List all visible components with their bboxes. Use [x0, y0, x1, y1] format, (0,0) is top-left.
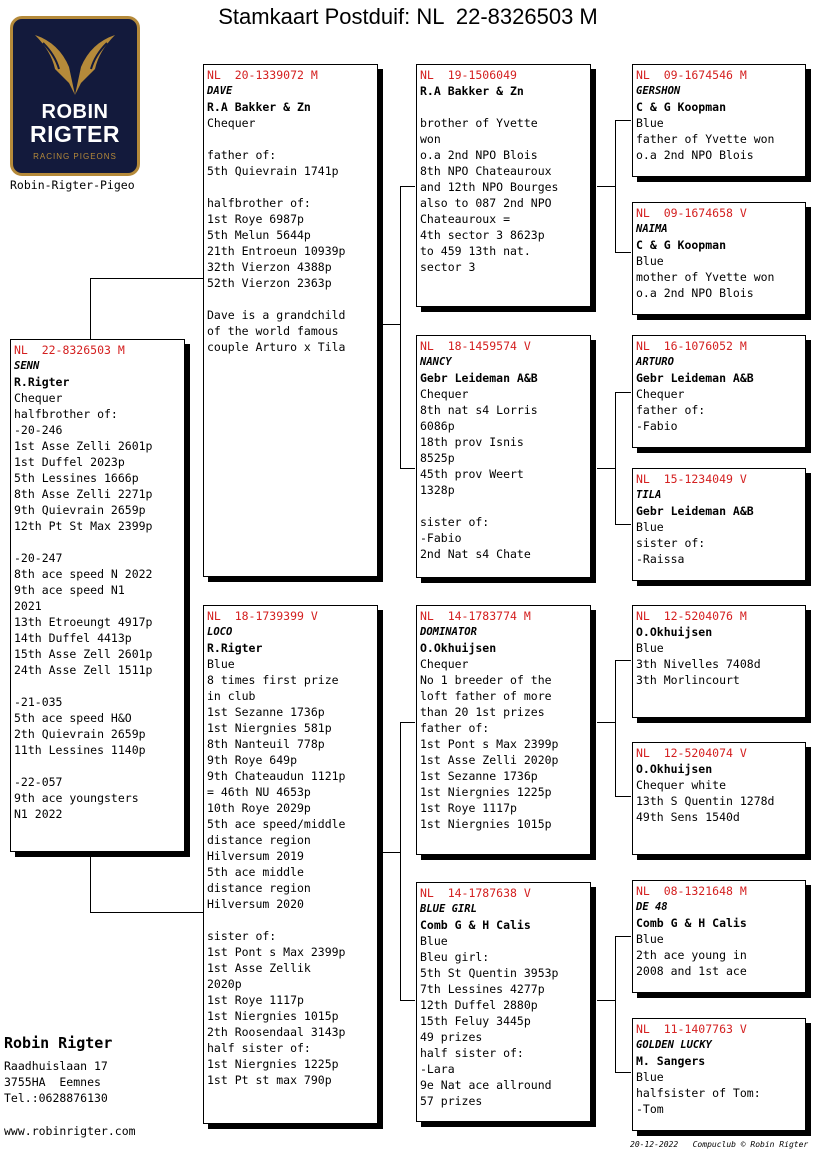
info-line: loft father of more: [420, 689, 552, 703]
ring-number: NL 16-1076052 M: [636, 339, 747, 353]
wings-icon: [29, 29, 121, 99]
info-line: halfbrother of:: [207, 196, 311, 210]
info-line: Blue: [636, 520, 664, 534]
info-line: of the world famous: [207, 324, 339, 338]
info-line: [14, 534, 181, 550]
connector-line: [400, 468, 415, 469]
connector-line: [615, 936, 631, 937]
info-line: 6086p: [420, 419, 455, 433]
info-line: 13th S Quentin 1278d: [636, 794, 775, 808]
breeder-name: C & G Koopman: [636, 100, 727, 114]
info-line: Blue: [636, 1070, 664, 1084]
info-line: 8th nat s4 Lorris: [420, 403, 538, 417]
info-line: distance region: [207, 833, 311, 847]
ring-number: NL 09-1674658 V: [636, 206, 747, 220]
info-line: half sister of:: [420, 1046, 524, 1060]
info-line: 12th Pt St Max 2399p: [14, 519, 153, 533]
info-line: [420, 99, 587, 115]
pigeon-name: SENN: [14, 360, 40, 372]
info-line: 13th Etroeungt 4917p: [14, 615, 153, 629]
info-line: 8 times first prize: [207, 673, 339, 687]
ring-number: NL 14-1783774 M: [420, 609, 531, 623]
pigeon-card-sire-sire-dam: [632, 202, 806, 315]
info-line: 1st Pont s Max 2399p: [207, 945, 346, 959]
info-line: sister of:: [420, 515, 490, 529]
info-line: 4th sector 3 8623p: [420, 228, 545, 242]
pigeon-name: GERSHON: [636, 85, 681, 97]
info-line: Chequer: [420, 387, 469, 401]
pigeon-name: DOMINATOR: [420, 626, 477, 638]
connector-line: [597, 1000, 615, 1001]
pigeon-card-subject: [10, 339, 185, 852]
info-line: 21th Entroeun 10939p: [207, 244, 346, 258]
info-line: 9th ace youngsters: [14, 791, 139, 805]
info-line: father of:: [207, 148, 277, 162]
info-line: Blue: [636, 254, 664, 268]
pigeon-name: BLUE GIRL: [420, 903, 477, 915]
info-line: 1st Niergnies 1015p: [420, 817, 552, 831]
ring-number: NL 11-1407763 V: [636, 1022, 747, 1036]
footer-credit: 20-12-2022 Compuclub © Robin Rigter: [630, 1140, 809, 1149]
info-line: 11th Lessines 1140p: [14, 743, 146, 757]
ring-number: NL 15-1234049 V: [636, 472, 747, 486]
pigeon-card-sire-sire: [416, 64, 591, 307]
info-line: 18th prov Isnis: [420, 435, 524, 449]
info-line: 1st Pt st max 790p: [207, 1073, 332, 1087]
pigeon-name: DE 48: [636, 901, 668, 913]
info-line: -Fabio: [636, 419, 678, 433]
pigeon-card-dam-dam-sire: [632, 880, 806, 993]
info-line: -Raissa: [636, 552, 685, 566]
breeder-name: M. Sangers: [636, 1054, 706, 1068]
breeder-name: Gebr Leideman A&B: [636, 504, 754, 518]
pigeon-card-sire-dam-dam: [632, 468, 806, 581]
pigeon-card-sire-sire-sire: [632, 64, 806, 177]
logo-text-line3: RACING PIGEONS: [33, 152, 117, 161]
info-line: -20-247: [14, 551, 63, 565]
info-line: 9th Chateaudun 1121p: [207, 769, 346, 783]
pigeon-card-dam: [203, 605, 378, 1124]
connector-line: [615, 936, 616, 1072]
info-line: o.a 2nd NPO Blois: [636, 286, 754, 300]
info-line: o.a 2nd NPO Blois: [636, 148, 754, 162]
info-line: 12th Duffel 2880p: [420, 998, 538, 1012]
info-line: 9th Roye 649p: [207, 753, 298, 767]
connector-line: [400, 186, 415, 187]
info-line: 2th ace young in: [636, 948, 747, 962]
breeder-name: Gebr Leideman A&B: [636, 371, 754, 385]
info-line: 3th Morlincourt: [636, 673, 740, 687]
ring-number: NL 18-1739399 V: [207, 609, 318, 623]
info-line: 2021: [14, 599, 42, 613]
info-line: 1st Asse Zelli 2601p: [14, 439, 153, 453]
info-line: 5th ace speed/middle: [207, 817, 346, 831]
website-link[interactable]: www.robinrigter.com: [4, 1124, 136, 1138]
connector-line: [382, 324, 400, 325]
address-line: Tel.:0628876130: [4, 1091, 108, 1105]
info-line: couple Arturo x Tila: [207, 340, 346, 354]
info-line: -Fabio: [420, 531, 462, 545]
info-line: 1st Sezanne 1736p: [207, 705, 325, 719]
connector-line: [615, 252, 631, 253]
pigeon-name: NAIMA: [636, 223, 668, 235]
info-line: 24th Asse Zell 1511p: [14, 663, 153, 677]
info-line: Chequer: [636, 387, 685, 401]
info-line: 1328p: [420, 483, 455, 497]
info-line: and 12th NPO Bourges: [420, 180, 559, 194]
info-line: to 459 13th nat.: [420, 244, 531, 258]
info-line: father of:: [636, 403, 706, 417]
pigeon-card-dam-sire: [416, 605, 591, 855]
info-line: in club: [207, 689, 256, 703]
info-line: 45th prov Weert: [420, 467, 524, 481]
info-line: Blue: [636, 641, 664, 655]
connector-line: [400, 186, 401, 468]
pigeon-name: DAVE: [207, 85, 233, 97]
info-line: Chequer: [420, 657, 469, 671]
info-line: brother of Yvette: [420, 116, 538, 130]
info-line: Hilversum 2019: [207, 849, 304, 863]
info-line: o.a 2nd NPO Blois: [420, 148, 538, 162]
info-line: 5th Quievrain 1741p: [207, 164, 339, 178]
info-line: 49th Sens 1540d: [636, 810, 740, 824]
info-line: 15th Feluy 3445p: [420, 1014, 531, 1028]
info-line: mother of Yvette won: [636, 270, 775, 284]
info-line: 1st Duffel 2023p: [14, 455, 125, 469]
ring-number: NL 22-8326503 M: [14, 343, 125, 357]
info-line: father of:: [420, 721, 490, 735]
info-line: halfbrother of:: [14, 407, 118, 421]
info-line: Chequer: [14, 391, 63, 405]
info-line: 1st Sezanne 1736p: [420, 769, 538, 783]
ring-number: NL 12-5204076 M: [636, 609, 747, 623]
info-line: -Tom: [636, 1102, 664, 1116]
connector-line: [597, 186, 615, 187]
info-line: also to 087 2nd NPO: [420, 196, 552, 210]
connector-line: [400, 1000, 415, 1001]
info-line: 5th ace middle: [207, 865, 304, 879]
breeder-name: R.Rigter: [14, 375, 70, 389]
address-line: 3755HA Eemnes: [4, 1075, 101, 1089]
owner-address: [4, 1058, 108, 1106]
info-line: halfsister of Tom:: [636, 1086, 761, 1100]
breeder-name: O.Okhuijsen: [636, 625, 713, 639]
info-line: 32th Vierzon 4388p: [207, 260, 332, 274]
connector-line: [615, 120, 616, 252]
info-line: 15th Asse Zell 2601p: [14, 647, 153, 661]
pigeon-card-sire: [203, 64, 378, 577]
info-line: than 20 1st prizes: [420, 705, 545, 719]
ring-number: NL 19-1506049: [420, 68, 517, 82]
info-line: [207, 912, 374, 928]
info-line: -20-246: [14, 423, 63, 437]
info-line: 5th ace speed H&O: [14, 711, 132, 725]
info-line: 57 prizes: [420, 1094, 483, 1108]
logo-caption: Robin-Rigter-Pigeo: [10, 178, 135, 192]
info-line: 3th Nivelles 7408d: [636, 657, 761, 671]
breeder-name: R.A Bakker & Zn: [420, 84, 524, 98]
info-line: [207, 291, 374, 307]
info-line: 7th Lessines 4277p: [420, 982, 545, 996]
ring-number: NL 12-5204074 V: [636, 746, 747, 760]
ring-number: NL 18-1459574 V: [420, 339, 531, 353]
info-line: 2th Roosendaal 3143p: [207, 1025, 346, 1039]
connector-line: [615, 392, 616, 524]
info-line: 8th Nanteuil 778p: [207, 737, 325, 751]
breeder-name: O.Okhuijsen: [420, 641, 497, 655]
logo: [10, 16, 140, 176]
info-line: No 1 breeder of the: [420, 673, 552, 687]
connector-line: [90, 278, 91, 340]
info-line: 14th Duffel 4413p: [14, 631, 132, 645]
connector-line: [90, 278, 203, 279]
breeder-name: O.Okhuijsen: [636, 762, 713, 776]
breeder-name: Comb G & H Calis: [636, 916, 747, 930]
connector-line: [615, 660, 631, 661]
ring-number: NL 08-1321648 M: [636, 884, 747, 898]
pigeon-card-sire-dam-sire: [632, 335, 806, 448]
breeder-name: C & G Koopman: [636, 238, 727, 252]
info-line: half sister of:: [207, 1041, 311, 1055]
info-line: father of Yvette won: [636, 132, 775, 146]
info-line: 9th Quievrain 2659p: [14, 503, 146, 517]
info-line: 1st Asse Zellik: [207, 961, 311, 975]
connector-line: [400, 722, 401, 1000]
info-line: [207, 179, 374, 195]
info-line: Dave is a grandchild: [207, 308, 346, 322]
pigeon-name: GOLDEN LUCKY: [636, 1039, 712, 1051]
info-line: sister of:: [207, 929, 277, 943]
logo-text-line2: RIGTER: [30, 121, 120, 147]
info-line: 8th NPO Chateauroux: [420, 164, 552, 178]
pigeon-card-dam-dam-dam: [632, 1018, 806, 1131]
info-line: Bleu girl:: [420, 950, 490, 964]
logo-text-line1: ROBIN: [41, 101, 109, 123]
info-line: 2nd Nat s4 Chate: [420, 547, 531, 561]
address-line: Raadhuislaan 17: [4, 1059, 108, 1073]
info-line: 9th ace speed N1: [14, 583, 125, 597]
connector-line: [597, 468, 615, 469]
info-line: 2th Quievrain 2659p: [14, 727, 146, 741]
info-line: won: [420, 132, 441, 146]
info-line: 1st Roye 1117p: [207, 993, 304, 1007]
info-line: [14, 678, 181, 694]
connector-line: [615, 660, 616, 796]
info-line: 1st Niergnies 1225p: [420, 785, 552, 799]
pigeon-name: LOCO: [207, 626, 233, 638]
info-line: 1st Niergnies 1225p: [207, 1057, 339, 1071]
connector-line: [90, 852, 91, 912]
info-line: 5th Lessines 1666p: [14, 471, 139, 485]
info-line: 1st Roye 1117p: [420, 801, 517, 815]
info-line: distance region: [207, 881, 311, 895]
info-line: 5th Melun 5644p: [207, 228, 311, 242]
info-line: 8525p: [420, 451, 455, 465]
connector-line: [615, 1072, 631, 1073]
breeder-name: Comb G & H Calis: [420, 918, 531, 932]
info-line: 9e Nat ace allround: [420, 1078, 552, 1092]
info-line: 1st Niergnies 1015p: [207, 1009, 339, 1023]
breeder-name: R.Rigter: [207, 641, 263, 655]
pigeon-card-sire-dam: [416, 335, 591, 578]
info-line: 8th Asse Zelli 2271p: [14, 487, 153, 501]
pigeon-name: TILA: [636, 489, 662, 501]
connector-line: [615, 392, 631, 393]
pigeon-card-dam-dam: [416, 882, 591, 1122]
owner-name: Robin Rigter: [4, 1034, 113, 1052]
info-line: Chequer: [207, 116, 256, 130]
pigeon-name: NANCY: [420, 356, 452, 368]
info-line: [14, 758, 181, 774]
info-line: 10th Roye 2029p: [207, 801, 311, 815]
pigeon-card-dam-sire-dam: [632, 742, 806, 855]
ring-number: NL 20-1339072 M: [207, 68, 318, 82]
info-line: 1st Asse Zelli 2020p: [420, 753, 559, 767]
info-line: -22-057: [14, 775, 63, 789]
breeder-name: R.A Bakker & Zn: [207, 100, 311, 114]
connector-line: [615, 524, 631, 525]
connector-line: [400, 722, 415, 723]
info-line: -21-035: [14, 695, 63, 709]
info-line: sector 3: [420, 260, 476, 274]
info-line: Chequer white: [636, 778, 727, 792]
info-line: 1st Niergnies 581p: [207, 721, 332, 735]
info-line: 2008 and 1st ace: [636, 964, 747, 978]
info-line: 2020p: [207, 977, 242, 991]
info-line: 1st Roye 6987p: [207, 212, 304, 226]
pigeon-card-dam-sire-sire: [632, 605, 806, 718]
info-line: Hilversum 2020: [207, 897, 304, 911]
connector-line: [90, 912, 203, 913]
info-line: N1 2022: [14, 807, 63, 821]
info-line: 52th Vierzon 2363p: [207, 276, 332, 290]
connector-line: [382, 852, 400, 853]
info-line: -Lara: [420, 1062, 455, 1076]
info-line: Blue: [636, 116, 664, 130]
connector-line: [615, 796, 631, 797]
info-line: [420, 498, 587, 514]
info-line: 49 prizes: [420, 1030, 483, 1044]
info-line: = 46th NU 4653p: [207, 785, 311, 799]
page-title: Stamkaart Postduif: NL 22-8326503 M: [218, 4, 598, 29]
connector-line: [615, 120, 631, 121]
pigeon-name: ARTURO: [636, 356, 674, 368]
connector-line: [597, 722, 615, 723]
ring-number: NL 14-1787638 V: [420, 886, 531, 900]
info-line: sister of:: [636, 536, 706, 550]
info-line: Blue: [636, 932, 664, 946]
info-line: Blue: [207, 657, 235, 671]
info-line: 5th St Quentin 3953p: [420, 966, 559, 980]
info-line: 8th ace speed N 2022: [14, 567, 153, 581]
breeder-name: Gebr Leideman A&B: [420, 371, 538, 385]
info-line: Chateauroux =: [420, 212, 511, 226]
info-line: [207, 131, 374, 147]
info-line: Blue: [420, 934, 448, 948]
info-line: 1st Pont s Max 2399p: [420, 737, 559, 751]
ring-number: NL 09-1674546 M: [636, 68, 747, 82]
